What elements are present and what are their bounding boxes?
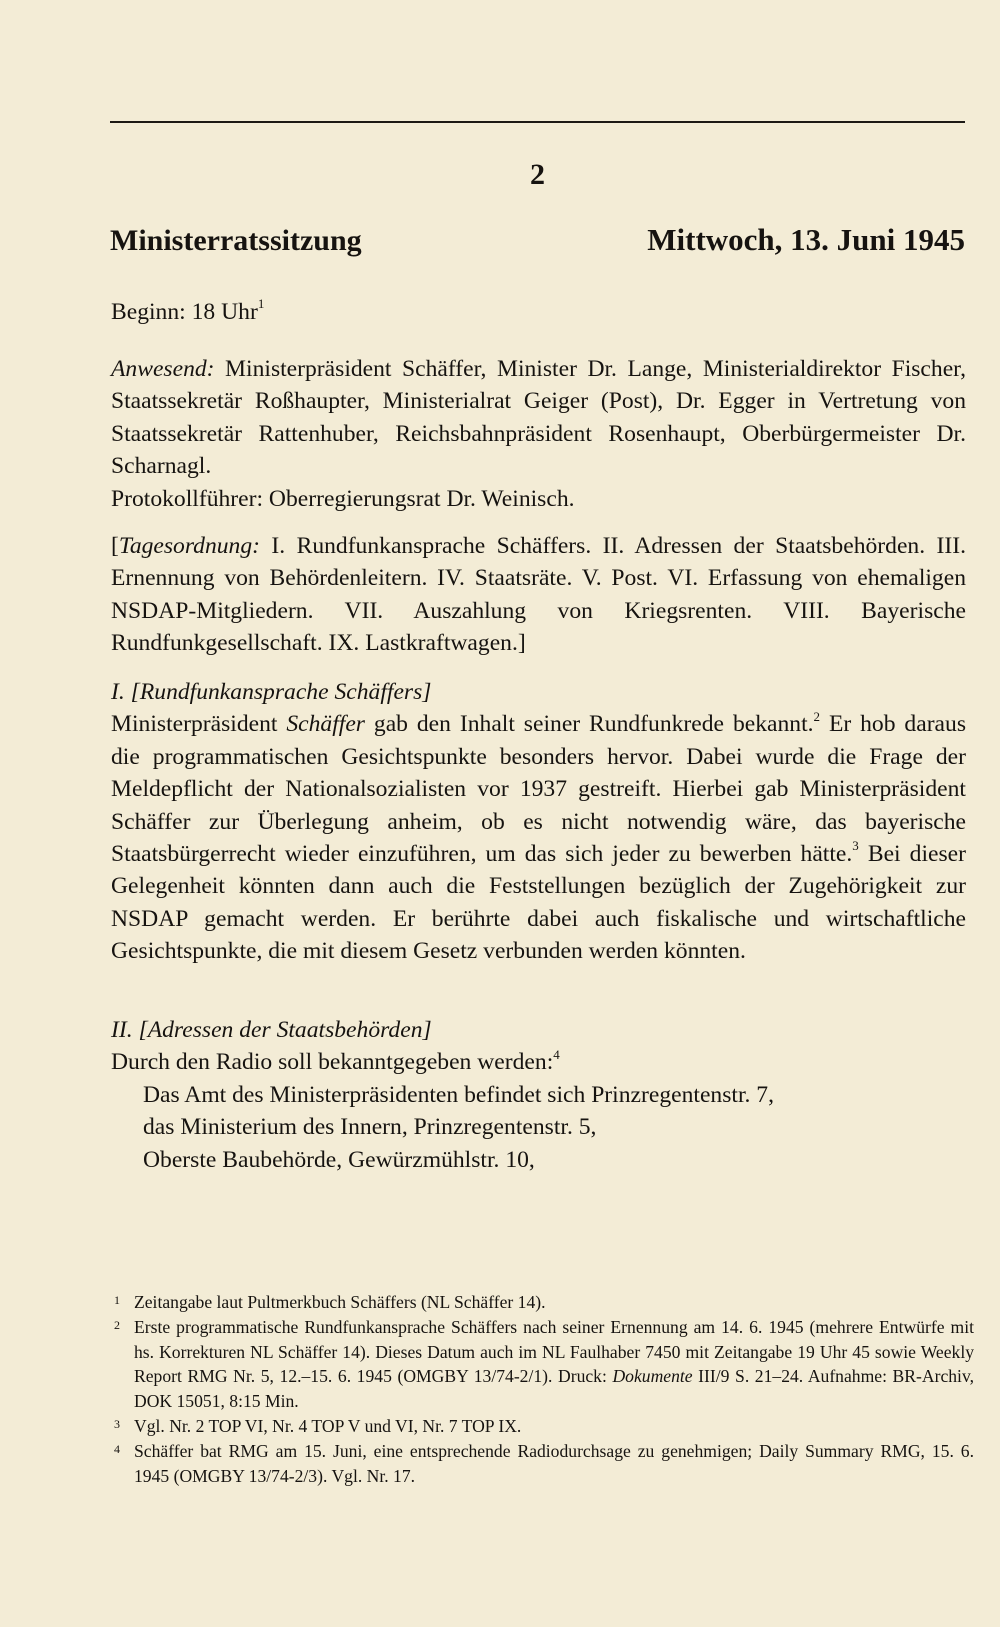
section-2-intro-text: Durch den Radio soll bekanntgegeben werden: <box>111 1049 554 1076</box>
footnote-text <box>134 1315 974 1413</box>
footnote-number: 1 <box>114 1293 120 1307</box>
protocol-keeper: Protokollführer: Oberregierungsrat Dr. Weinisch. <box>111 485 575 512</box>
section-1-heading <box>111 676 966 708</box>
footnote-number: 4 <box>114 1442 120 1457</box>
footnote-4 <box>114 1439 974 1488</box>
footnote-text-a: Erste programmatische Rundfunkansprache Schäffers nach seiner Ernennung am 14. 6. 1945 (mehrere Entwürfe mit hs. Korrekturen NL Schäffer 14). Dieses Datum auch im NL Faulhaber 7450 mit Zeitangabe 19 Uhr 45 sowie Weekly Report RMG Nr. 5, 12.–15. 6. 1945 (OMGBY 13/74-2/1). Druck: <box>134 1317 974 1387</box>
footnote-text: Vgl. Nr. 2 TOP VI, Nr. 4 TOP V und VI, Nr. 7 TOP IX. <box>134 1416 522 1437</box>
section-1-title: [Rundfunkansprache Schäffers] <box>130 679 432 705</box>
address-line: Das Amt des Ministerpräsidenten befindet sich Prinzregentenstr. 7, <box>143 1081 774 1108</box>
section-2-heading <box>111 1014 966 1046</box>
footnote-1 <box>114 1290 974 1314</box>
section-2 <box>111 1014 966 1176</box>
footnote-text: Schäffer bat RMG am 15. Juni, eine entsprechende Radiodurchsage zu genehmigen; Daily Summary RMG, 15. 6. 1945 (OMGBY 13/74-2/3). Vgl. Nr. 17. <box>134 1441 974 1486</box>
attendance-label: Anwesend: <box>111 356 215 382</box>
address-line: Oberste Baubehörde, Gewürzmühlstr. 10, <box>143 1146 535 1173</box>
section-1-name: Schäffer <box>286 711 365 738</box>
footnote-text-italic: Dokumente <box>612 1366 693 1387</box>
attendance-text: Ministerpräsident Schäffer, Minister Dr. Lange, Ministerialdirektor Fischer, Staatssekretär Roßhaupter, Ministerialrat Geiger (Post), Dr. Egger in Vertretung von Staatssekretär Rattenhuber, Reichsbahnpräsident Rosenhaupt, Oberbürgermeister Dr. Scharnagl. <box>111 356 966 480</box>
agenda-text: I. Rundfunkansprache Schäffers. II. Adressen der Staatsbehörden. III. Ernennung von Behördenleitern. IV. Staatsräte. V. Post. VI. Erfassung von ehemaligen NSDAP-Mitgliedern. VII. Auszahlung von Kriegsrenten. VIII. Bayerische Rundfunkgesellschaft. IX. Lastkraftwagen.] <box>111 533 966 657</box>
section-1-text-a: Ministerpräsident <box>111 711 287 738</box>
section-1-text-c: Er hob daraus die programmatischen Gesichtspunkte besonders hervor. Dabei wurde die Frage der Meldepflicht der Nationalsozialisten vor 1937 gestreift. Hierbei gab Ministerpräsident Schäffer zur Überlegung anheim, ob es nicht notwendig wäre, das bayerische Staatsbürgerrecht wieder einzuführen, um das sich jeder zu bewerben hätte. <box>111 711 967 868</box>
footnote-number: 2 <box>114 1318 120 1333</box>
footnote-number: 3 <box>114 1417 120 1432</box>
header-rule <box>110 121 965 123</box>
session-title: Ministerratssitzung <box>110 224 362 257</box>
section-2-title: [Adressen der Staatsbehörden] <box>138 1017 432 1043</box>
attendance-paragraph <box>111 353 966 483</box>
address-line: das Ministerium des Innern, Prinzregentenstr. 5, <box>143 1114 597 1141</box>
footnote-text: Zeitangabe laut Pultmerkbuch Schäffers (NL Schäffer 14). <box>134 1292 546 1312</box>
section-1-number: I. <box>111 679 125 705</box>
agenda-open-bracket: [ <box>111 533 119 559</box>
footnote-ref-1: 1 <box>257 296 265 312</box>
beginn-time: 18 Uhr <box>191 299 258 325</box>
section-1 <box>111 676 966 968</box>
footnote-ref-3: 3 <box>852 838 859 854</box>
beginn-line <box>111 296 966 328</box>
attendance-block <box>111 353 966 515</box>
section-1-text-b: gab den Inhalt seiner Rundfunkrede bekannt. <box>365 711 814 738</box>
footnote-2 <box>114 1315 974 1413</box>
section-2-number: II. <box>111 1017 133 1043</box>
section-2-intro <box>111 1046 966 1078</box>
beginn-label: Beginn: <box>111 299 186 325</box>
agenda-paragraph <box>111 530 966 660</box>
footnote-ref-4: 4 <box>553 1046 560 1062</box>
bleed-through-running-head <box>110 92 965 116</box>
footnote-3 <box>114 1414 974 1438</box>
session-date: Mittwoch, 13. Juni 1945 <box>647 222 965 257</box>
footnotes <box>114 1290 974 1489</box>
agenda-label: Tagesordnung: <box>118 533 261 559</box>
footnote-text-b: III/9 S. 21–24. Aufnahme: BR-Archiv, DOK 15051, 8:15 Min. <box>134 1366 974 1411</box>
section-1-text-d: Bei dieser Gelegenheit könnten dann auch die Feststellungen bezüglich der Zugehörigkeit zur NSDAP gemacht werden. Er berührte dabei auch fiskalische und wirtschaftliche Gesichtspunkte, die mit diesem Gesetz verbunden werden könnten. <box>111 841 966 965</box>
section-1-paragraph <box>111 708 966 967</box>
document-number: 2 <box>530 158 545 191</box>
agenda-block <box>111 530 966 660</box>
footnote-ref-2: 2 <box>813 708 821 724</box>
